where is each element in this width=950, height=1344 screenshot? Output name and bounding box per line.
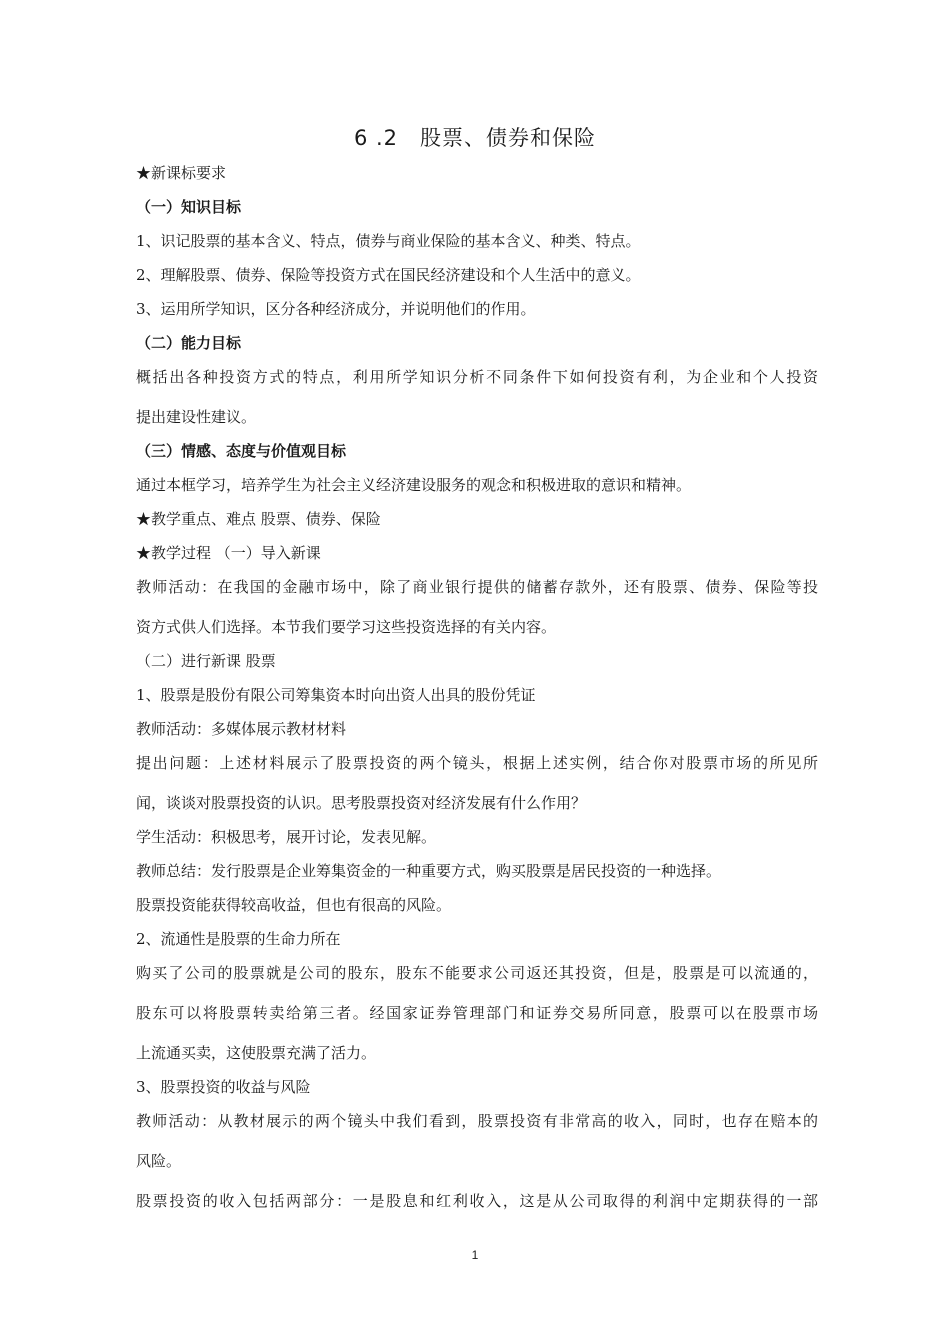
paragraph-line: 提出建设性建议。: [136, 408, 257, 426]
paragraph-line: 学生活动：积极思考，展开讨论，发表见解。: [136, 828, 437, 846]
paragraph-line: 购买了公司的股票就是公司的股东，股东不能要求公司返还其投资，但是，股票是可以流通的，: [136, 964, 818, 982]
paragraph-line: 闻，谈谈对股票投资的认识。思考股票投资对经济发展有什么作用？: [136, 794, 587, 812]
paragraph-line: 上流通买卖，这使股票充满了活力。: [136, 1044, 377, 1062]
paragraph-line: 教师活动：从教材展示的两个镜头中我们看到，股票投资有非常高的收入，同时，也存在赔本的: [136, 1112, 818, 1130]
paragraph-line: 教师活动：在我国的金融市场中，除了商业银行提供的储蓄存款外，还有股票、债券、保险等投: [136, 578, 818, 596]
paragraph-line: 3、股票投资的收益与风险: [136, 1078, 311, 1096]
paragraph-line: 1、股票是股份有限公司筹集资本时向出资人出具的股份凭证: [136, 686, 536, 704]
paragraph-line: 2、理解股票、债券、保险等投资方式在国民经济建设和个人生活中的意义。: [136, 266, 641, 284]
paragraph-line: 股票投资能获得较高收益，但也有很高的风险。: [136, 896, 452, 914]
section-heading: ★教学过程 （一）导入新课: [136, 544, 321, 562]
subheading: （一）知识目标: [136, 198, 242, 216]
paragraph-line: 资方式供人们选择。本节我们要学习这些投资选择的有关内容。: [136, 618, 557, 636]
page-number: 1: [471, 1248, 479, 1262]
paragraph-line: 2、流通性是股票的生命力所在: [136, 930, 341, 948]
paragraph-line: 3、运用所学知识，区分各种经济成分，并说明他们的作用。: [136, 300, 536, 318]
paragraph-line: 风险。: [136, 1152, 182, 1170]
paragraph-line: 股东可以将股票转卖给第三者。经国家证券管理部门和证券交易所同意，股票可以在股票市场: [136, 1004, 818, 1022]
page-title: 6 .2 股票、债券和保险: [353, 126, 597, 150]
paragraph-line: 股票投资的收入包括两部分：一是股息和红利收入，这是从公司取得的利润中定期获得的一部: [136, 1192, 818, 1210]
paragraph-line: 1、识记股票的基本含义、特点，债券与商业保险的基本含义、种类、特点。: [136, 232, 641, 250]
section-heading: ★新课标要求: [136, 164, 227, 182]
document-body: [136, 160, 818, 1214]
subheading: （三）情感、态度与价值观目标: [136, 442, 347, 460]
subheading: （二）进行新课 股票: [136, 652, 276, 670]
paragraph-line: 教师总结：发行股票是企业筹集资金的一种重要方式，购买股票是居民投资的一种选择。: [136, 862, 722, 880]
paragraph-line: 提出问题：上述材料展示了股票投资的两个镜头，根据上述实例，结合你对股票市场的所见所: [136, 754, 818, 772]
paragraph-line: 教师活动：多媒体展示教材材料: [136, 720, 347, 738]
paragraph-line: 概括出各种投资方式的特点，利用所学知识分析不同条件下如何投资有利，为企业和个人投资: [136, 368, 818, 386]
paragraph-line: 通过本框学习，培养学生为社会主义经济建设服务的观念和积极进取的意识和精神。: [136, 476, 692, 494]
section-heading: ★教学重点、难点 股票、债券、保险: [136, 510, 381, 528]
subheading: （二）能力目标: [136, 334, 242, 352]
